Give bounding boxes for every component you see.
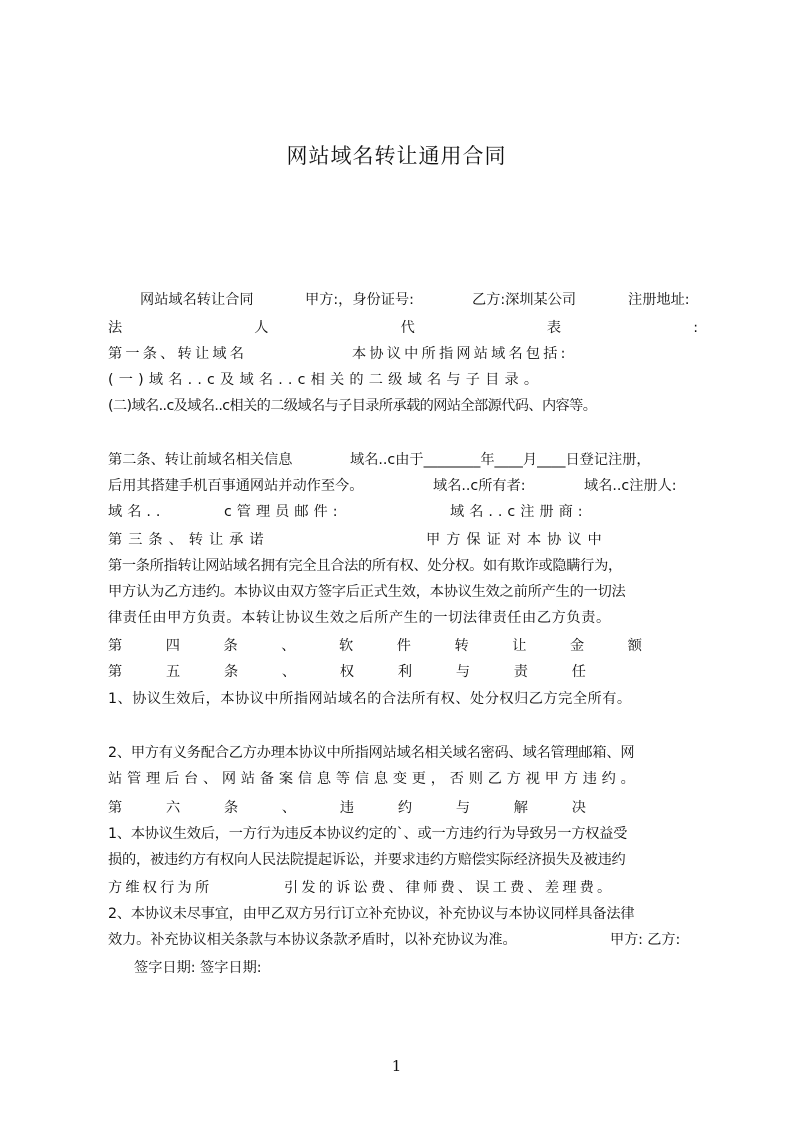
- text-segment: 1、本协议生效后，一方行为违反本协议约定的`、或一方违约行为导致另一方权益受: [108, 826, 628, 842]
- heading-char: 约: [397, 800, 413, 816]
- signature-dates: 签字日期: 签字日期:: [134, 960, 262, 976]
- heading-char: 条: [223, 800, 239, 816]
- text-segment: 甲方认为乙方违约。本协议由双方签字后正式生效，本协议生效之前所产生的一切法: [108, 584, 626, 600]
- line-18: [108, 797, 586, 819]
- line-23: [108, 929, 698, 951]
- line-10: [108, 555, 698, 577]
- text-segment: 域名..c注册人:: [584, 478, 677, 494]
- text-segment: 律责任由甲方负责。本转让协议生效之后所产生的一切法律责任由乙方负责。: [108, 610, 611, 626]
- text-segment: (二)域名..c及域名..c相关的二级域名与子目录所承载的网站全部源代码、内容等。: [108, 398, 597, 414]
- party-b-field: 乙方:深圳某公司: [472, 292, 577, 308]
- text-segment: 人: [254, 320, 269, 336]
- text-segment: (一)域名..c及域名..c相关的二级域名与子目录。: [108, 372, 544, 388]
- heading-char: 四: [165, 638, 180, 654]
- text-segment: 效力。补充协议相关条款与本协议条款矛盾时，以补充协议为准。: [108, 932, 517, 948]
- heading-char: 五: [165, 664, 181, 680]
- heading-char: 第: [108, 638, 123, 654]
- line-8: [108, 501, 698, 523]
- heading-char: 让: [512, 638, 527, 654]
- heading-char: 软: [339, 638, 354, 654]
- heading-char: 、: [281, 638, 296, 654]
- text-segment: 第一条所指转让网站域名拥有完全且合法的所有权、处分权。如有欺诈或隐瞒行为，: [108, 558, 622, 574]
- clause-heading: 第二条、转让前域名相关信息: [108, 452, 293, 468]
- heading-char: 与: [455, 800, 471, 816]
- line-2: [108, 317, 698, 339]
- text-segment: 引发的诉讼费、律师费、误工费、差理费。: [284, 880, 615, 896]
- contract-name: 网站域名转让合同: [140, 292, 254, 308]
- clause-heading: 第一条、转让域名: [108, 346, 248, 362]
- line-4: [108, 369, 698, 391]
- text-segment: 方维权行为所: [108, 880, 213, 896]
- heading-char: 条: [223, 664, 239, 680]
- line-17: [108, 768, 698, 790]
- line-21: [108, 877, 698, 899]
- text-segment: 域名..: [108, 504, 166, 520]
- line-9: [108, 529, 698, 551]
- line-15: [108, 688, 698, 710]
- line-12: [108, 607, 698, 629]
- line-24: [134, 957, 434, 979]
- heading-char: 解: [513, 800, 528, 816]
- line-16: [108, 742, 698, 764]
- line-7: [108, 475, 698, 497]
- heading-char: 金: [570, 638, 585, 654]
- line-5: [108, 395, 698, 417]
- text-segment: 代: [400, 320, 415, 336]
- line-20: [108, 849, 698, 871]
- heading-char: 责: [513, 664, 528, 680]
- text-segment: :: [693, 320, 698, 336]
- text-segment: 法: [108, 320, 123, 336]
- text-segment: 甲方保证对本协议中: [426, 532, 608, 548]
- line-3: [108, 343, 698, 365]
- line-14: [108, 661, 586, 683]
- heading-char: 利: [397, 664, 413, 680]
- text-segment: 站管理后台、网站备案信息等信息变更，否则乙方视甲方违约。: [108, 771, 640, 787]
- heading-char: 权: [339, 664, 355, 680]
- text-segment: 域名..c由于________年____月____日登记注册，: [350, 452, 651, 468]
- line-6: [108, 449, 698, 471]
- heading-char: 违: [339, 800, 355, 816]
- heading-char: 与: [455, 664, 471, 680]
- heading-char: 件: [396, 638, 411, 654]
- line-1: [108, 289, 698, 311]
- text-segment: 2、甲方有义务配合乙方办理本协议中所指网站域名相关域名密码、域名管理邮箱、网: [108, 745, 635, 761]
- heading-char: 任: [571, 664, 586, 680]
- text-segment: 2、本协议未尽事宜，由甲乙双方另行订立补充协议，补充协议与本协议同样具备法律: [108, 906, 635, 922]
- line-13: [108, 635, 642, 657]
- line-22: [108, 903, 698, 925]
- heading-char: 条: [223, 638, 238, 654]
- heading-char: 、: [281, 664, 297, 680]
- signature-parties: 甲方: 乙方:: [610, 932, 681, 948]
- page-number: 1: [391, 1057, 402, 1075]
- text-segment: 1、协议生效后，本协议中所指网站域名的合法所有权、处分权归乙方完全所有。: [108, 691, 632, 707]
- heading-char: 决: [571, 800, 586, 816]
- text-segment: c管理员邮件:: [224, 504, 343, 520]
- heading-char: 、: [281, 800, 297, 816]
- text-segment: 本协议中所指网站域名包括:: [352, 346, 569, 362]
- heading-char: 第: [108, 664, 123, 680]
- heading-char: 六: [165, 800, 181, 816]
- clause-heading: 第三条、转让承诺: [108, 532, 270, 548]
- text-segment: 后用其搭建手机百事通网站并动作至今。: [108, 478, 364, 494]
- heading-char: 第: [108, 800, 123, 816]
- heading-char: 转: [454, 638, 469, 654]
- text-segment: 表: [546, 320, 562, 336]
- line-19: [108, 823, 698, 845]
- line-11: [108, 581, 698, 603]
- text-segment: 域名..c注册商:: [450, 504, 588, 520]
- text-segment: 损的，被违约方有权向人民法院提起诉讼，并要求违约方赔偿实际经济损失及被违约: [108, 852, 626, 868]
- document-title: 网站域名转让通用合同: [286, 144, 507, 168]
- heading-char: 额: [627, 638, 642, 654]
- text-segment: 域名..c所有者:: [433, 478, 526, 494]
- address-field: 注册地址:: [628, 292, 690, 308]
- party-a-field: 甲方:，身份证号:: [305, 292, 414, 308]
